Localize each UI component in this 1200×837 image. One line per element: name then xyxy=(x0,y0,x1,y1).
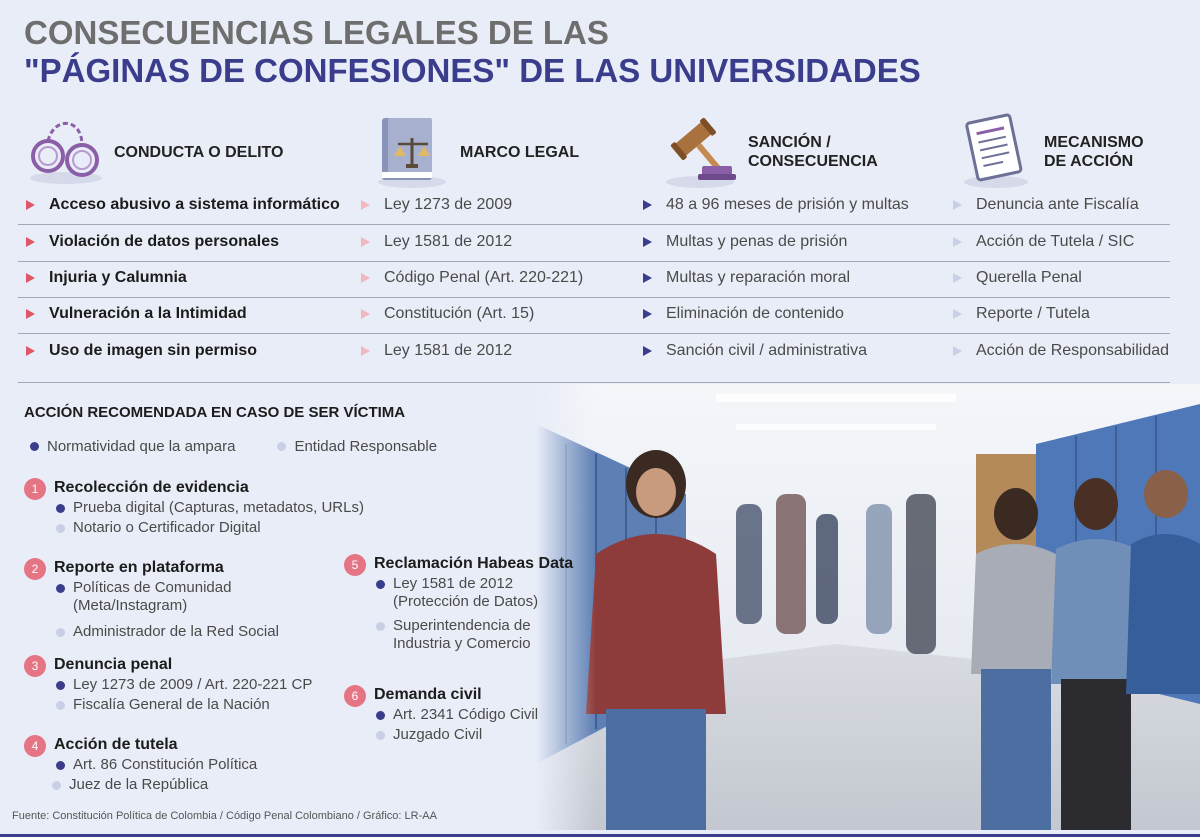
bullet-triangle-icon xyxy=(643,237,652,247)
table-row xyxy=(18,188,1170,225)
step-line: Prueba digital (Capturas, metadatos, URLs) xyxy=(73,499,364,516)
step-entidad xyxy=(56,519,261,537)
conducta-text: Uso de imagen sin permiso xyxy=(49,342,258,359)
step-entidad xyxy=(52,776,208,794)
mecanismo-cell xyxy=(953,342,1169,360)
header-line: DE ACCIÓN xyxy=(1044,153,1134,170)
step-line: (Meta/Instagram) xyxy=(73,597,188,614)
sancion-cell xyxy=(643,269,850,287)
title-line-1: CONSECUENCIAS LEGALES DE LAS xyxy=(24,14,609,51)
sancion-cell xyxy=(643,305,844,323)
light-dot-icon xyxy=(56,524,65,533)
legend-normatividad: Normatividad que la ampara xyxy=(47,438,236,455)
bullet-triangle-icon xyxy=(643,273,652,283)
header-line: MECANISMO xyxy=(1044,134,1144,151)
sancion-text: Eliminación de contenido xyxy=(666,305,844,322)
page-title xyxy=(24,14,921,90)
bullet-triangle-icon xyxy=(643,309,652,319)
step-number-badge: 6 xyxy=(344,685,366,707)
sancion-text: Multas y reparación moral xyxy=(666,269,851,286)
sancion-text: Sanción civil / administrativa xyxy=(666,342,867,359)
column-header-label xyxy=(460,143,579,162)
marco-text: Ley 1581 de 2012 xyxy=(384,233,513,250)
mecanismo-text: Querella Penal xyxy=(976,269,1082,286)
step-line: Ley 1581 de 2012 xyxy=(393,575,514,592)
step-line: Juez de la República xyxy=(69,776,209,793)
light-dot-icon xyxy=(376,622,385,631)
table-row xyxy=(18,334,1170,370)
bullet-triangle-icon xyxy=(953,273,962,283)
step-title: Acción de tutela xyxy=(54,736,178,753)
conducta-cell xyxy=(26,269,187,287)
marco-cell xyxy=(361,269,583,287)
step-title: Denuncia penal xyxy=(54,656,173,673)
step-normatividad xyxy=(56,579,231,615)
header-line: SANCIÓN / xyxy=(748,134,831,151)
bullet-triangle-icon xyxy=(953,237,962,247)
accion-title: ACCIÓN RECOMENDADA EN CASO DE SER VÍCTIMA xyxy=(24,404,406,421)
legend xyxy=(30,438,437,455)
step-line: Superintendencia de xyxy=(393,617,531,634)
column-header-mecanismo xyxy=(956,112,1144,192)
conducta-text: Vulneración a la Intimidad xyxy=(49,305,247,322)
bullet-triangle-icon xyxy=(953,346,962,356)
step-line: (Protección de Datos) xyxy=(393,593,539,610)
step-number-badge: 3 xyxy=(24,655,46,677)
document-icon xyxy=(956,112,1036,192)
column-header-conducta xyxy=(26,112,283,192)
mecanismo-text: Acción de Responsabilidad xyxy=(976,342,1170,359)
step-entidad xyxy=(376,617,531,653)
mecanismo-text: Reporte / Tutela xyxy=(976,305,1090,322)
bullet-triangle-icon xyxy=(26,346,35,356)
step-entidad xyxy=(376,726,482,744)
bullet-triangle-icon xyxy=(361,273,370,283)
step-line: Políticas de Comunidad xyxy=(73,579,232,596)
step-line: Juzgado Civil xyxy=(393,726,483,743)
marco-cell xyxy=(361,305,534,323)
step-normatividad xyxy=(56,676,312,694)
bullet-triangle-icon xyxy=(643,200,652,210)
navy-dot-icon xyxy=(376,711,385,720)
marco-cell xyxy=(361,233,512,251)
bullet-triangle-icon xyxy=(643,346,652,356)
step-line: Ley 1273 de 2009 / Art. 220-221 CP xyxy=(73,676,313,693)
header-line: CONDUCTA O DELITO xyxy=(114,143,284,161)
step-number-badge: 1 xyxy=(24,478,46,500)
step-line: Industria y Comercio xyxy=(393,635,531,652)
light-dot-icon xyxy=(277,442,286,451)
marco-text: Ley 1273 de 2009 xyxy=(384,196,513,213)
bullet-triangle-icon xyxy=(26,273,35,283)
legend-entidad: Entidad Responsable xyxy=(294,438,438,455)
sancion-text: 48 a 96 meses de prisión y multas xyxy=(666,196,909,213)
column-header-sancion xyxy=(660,112,878,192)
light-dot-icon xyxy=(376,731,385,740)
sancion-cell xyxy=(643,342,867,360)
light-dot-icon xyxy=(56,701,65,710)
bullet-triangle-icon xyxy=(26,237,35,247)
conducta-cell xyxy=(26,305,247,323)
navy-dot-icon xyxy=(56,584,65,593)
light-dot-icon xyxy=(56,628,65,637)
bullet-triangle-icon xyxy=(361,346,370,356)
mecanismo-cell xyxy=(953,233,1134,251)
step-line: Art. 86 Constitución Política xyxy=(73,756,258,773)
column-header-label xyxy=(1044,133,1144,171)
step-number-badge: 5 xyxy=(344,554,366,576)
step-line: Art. 2341 Código Civil xyxy=(393,706,539,723)
header-line: MARCO LEGAL xyxy=(460,143,580,161)
conducta-cell xyxy=(26,342,257,360)
marco-cell xyxy=(361,196,512,214)
step-title: Demanda civil xyxy=(374,686,482,703)
conducta-text: Injuria y Calumnia xyxy=(49,269,187,286)
step-entidad xyxy=(56,623,279,641)
marco-text: Ley 1581 de 2012 xyxy=(384,342,513,359)
step-number-badge: 2 xyxy=(24,558,46,580)
step-number-badge: 4 xyxy=(24,735,46,757)
title-line-2: "PÁGINAS DE CONFESIONES" DE LAS UNIVERSIDADES xyxy=(24,52,921,89)
conducta-text: Violación de datos personales xyxy=(49,233,279,250)
step-title: Reclamación Habeas Data xyxy=(374,555,574,572)
bullet-triangle-icon xyxy=(953,309,962,319)
sancion-cell xyxy=(643,233,847,251)
step-line: Fiscalía General de la Nación xyxy=(73,696,270,713)
mecanismo-cell xyxy=(953,196,1139,214)
step-normatividad xyxy=(56,756,257,774)
mecanismo-cell xyxy=(953,305,1090,323)
step-line: Administrador de la Red Social xyxy=(73,623,279,640)
marco-cell xyxy=(361,342,512,360)
bullet-triangle-icon xyxy=(26,309,35,319)
step-normatividad xyxy=(376,575,538,611)
mecanismo-text: Denuncia ante Fiscalía xyxy=(976,196,1139,213)
hallway-students-photo xyxy=(536,384,1200,830)
conducta-text: Acceso abusivo a sistema informático xyxy=(49,196,340,213)
conducta-cell xyxy=(26,233,279,251)
navy-dot-icon xyxy=(56,504,65,513)
sancion-cell xyxy=(643,196,909,214)
section-divider xyxy=(18,382,1170,383)
navy-dot-icon xyxy=(30,442,39,451)
law-book-icon xyxy=(372,112,452,192)
sancion-text: Multas y penas de prisión xyxy=(666,233,848,250)
column-header-label xyxy=(114,143,283,162)
step-title: Recolección de evidencia xyxy=(54,479,249,496)
header-line: CONSECUENCIA xyxy=(748,153,878,170)
bullet-triangle-icon xyxy=(953,200,962,210)
mecanismo-text: Acción de Tutela / SIC xyxy=(976,233,1135,250)
bullet-triangle-icon xyxy=(26,200,35,210)
source-footer: Fuente: Constitución Política de Colombia / Código Penal Colombiano / Gráfico: LR-AA xyxy=(12,810,437,822)
marco-text: Código Penal (Art. 220-221) xyxy=(384,269,584,286)
navy-dot-icon xyxy=(56,681,65,690)
marco-text: Constitución (Art. 15) xyxy=(384,305,535,322)
column-header-label xyxy=(748,133,878,171)
light-dot-icon xyxy=(52,781,61,790)
bullet-triangle-icon xyxy=(361,237,370,247)
step-normatividad xyxy=(376,706,538,724)
table-row xyxy=(18,261,1170,298)
bullet-triangle-icon xyxy=(361,200,370,210)
column-header-marco xyxy=(372,112,579,192)
conducta-cell xyxy=(26,196,340,214)
mecanismo-cell xyxy=(953,269,1082,287)
step-line: Notario o Certificador Digital xyxy=(73,519,261,536)
step-title: Reporte en plataforma xyxy=(54,559,224,576)
gavel-icon xyxy=(660,112,740,192)
step-entidad xyxy=(56,696,270,714)
step-normatividad xyxy=(56,499,364,517)
navy-dot-icon xyxy=(376,580,385,589)
navy-dot-icon xyxy=(56,761,65,770)
table-row xyxy=(18,297,1170,334)
bullet-triangle-icon xyxy=(361,309,370,319)
table-row xyxy=(18,225,1170,262)
handcuffs-icon xyxy=(26,112,106,192)
